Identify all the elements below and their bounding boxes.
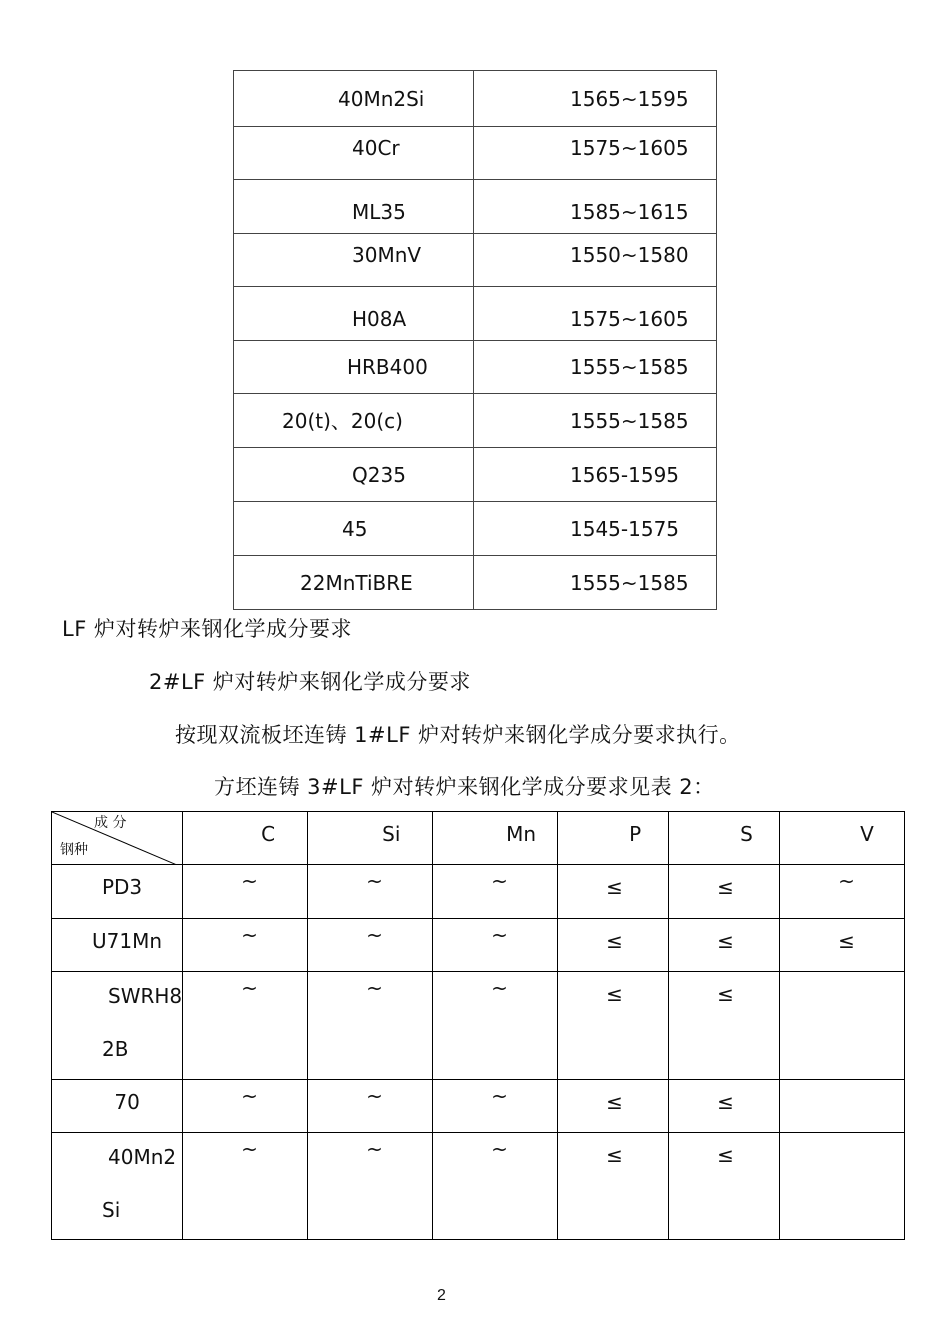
value-cell: ≤ [558, 972, 669, 1080]
header-p: P [558, 812, 669, 865]
value-cell: ~ [183, 1080, 308, 1133]
table-row [234, 341, 717, 394]
value-cell: ~ [308, 919, 433, 972]
value-cell: ~ [183, 1133, 308, 1240]
value-cell: ≤ [669, 865, 780, 919]
grade-label: PD3 [101, 875, 143, 899]
table-row [234, 71, 717, 127]
value-cell: ~ [183, 865, 308, 919]
grade-cell: H08A [234, 287, 474, 341]
value-cell: ≤ [780, 919, 905, 972]
temperature-table [233, 70, 717, 610]
value-cell [780, 1080, 905, 1133]
grade-cell [52, 1133, 183, 1240]
value-cell: ~ [308, 1133, 433, 1240]
corner-header-cell [52, 812, 183, 865]
value-cell: ~ [433, 865, 558, 919]
grade-cell [52, 1080, 183, 1133]
value-cell: ~ [433, 1133, 558, 1240]
value-cell: ≤ [669, 1133, 780, 1240]
value-cell: ~ [433, 919, 558, 972]
grade-cell: 45 [234, 502, 474, 556]
value-cell: ~ [308, 1080, 433, 1133]
value-cell: ~ [308, 972, 433, 1080]
temperature-cell: 1550~1580 [474, 234, 717, 287]
table-row [234, 287, 717, 341]
temperature-cell: 1555~1585 [474, 341, 717, 394]
temperature-cell: 1545-1575 [474, 502, 717, 556]
table-row [234, 180, 717, 234]
grade-label: SWRH8 [108, 984, 183, 1008]
page-number: 2 [437, 1287, 446, 1304]
table-row [52, 972, 905, 1080]
temperature-cell: 1575~1605 [474, 127, 717, 180]
value-cell: ~ [433, 1080, 558, 1133]
temperature-cell: 1565-1595 [474, 448, 717, 502]
section-heading: LF 炉对转炉来钢化学成分要求 [62, 617, 352, 641]
grade-label: 70 [114, 1090, 140, 1114]
grade-cell: 30MnV [234, 234, 474, 287]
table-row [234, 394, 717, 448]
value-cell [780, 972, 905, 1080]
value-cell: ≤ [669, 1080, 780, 1133]
grade-label: 40Mn2 [108, 1145, 177, 1169]
composition-table [51, 811, 905, 1240]
corner-grade-label: 钢种 [60, 842, 88, 858]
header-v: V [780, 812, 905, 865]
grade-cell: 22MnTiBRE [234, 556, 474, 610]
table-row [52, 1133, 905, 1240]
temperature-cell: 1575~1605 [474, 287, 717, 341]
grade-cell: ML35 [234, 180, 474, 234]
table-row [234, 556, 717, 610]
value-cell: ≤ [558, 919, 669, 972]
temperature-cell: 1565~1595 [474, 71, 717, 127]
grade-cell: 40Cr [234, 127, 474, 180]
value-cell: ~ [780, 865, 905, 919]
value-cell: ≤ [558, 1133, 669, 1240]
body-paragraph: 按现双流板坯连铸 1#LF 炉对转炉来钢化学成分要求执行。 [175, 723, 741, 747]
grade-cell: Q235 [234, 448, 474, 502]
value-cell: ~ [183, 919, 308, 972]
grade-label-continued: 2B [102, 1037, 129, 1061]
value-cell: ≤ [669, 972, 780, 1080]
table-header-row [52, 812, 905, 865]
table-row [234, 502, 717, 556]
value-cell: ~ [308, 865, 433, 919]
grade-label: U71Mn [92, 929, 163, 953]
value-cell: ~ [433, 972, 558, 1080]
corner-composition-label: 成 分 [94, 815, 127, 831]
grade-cell [52, 919, 183, 972]
table-row [234, 234, 717, 287]
value-cell: ~ [183, 972, 308, 1080]
table-row [234, 448, 717, 502]
header-mn: Mn [433, 812, 558, 865]
table-row [52, 1080, 905, 1133]
temperature-cell: 1585~1615 [474, 180, 717, 234]
grade-cell [52, 972, 183, 1080]
temperature-cell: 1555~1585 [474, 394, 717, 448]
table-row [52, 865, 905, 919]
value-cell: ≤ [669, 919, 780, 972]
grade-cell: 40Mn2Si [234, 71, 474, 127]
body-paragraph: 方坯连铸 3#LF 炉对转炉来钢化学成分要求见表 2： [214, 775, 715, 799]
value-cell [780, 1133, 905, 1240]
header-si: Si [308, 812, 433, 865]
table-row [234, 127, 717, 180]
header-c: C [183, 812, 308, 865]
temperature-cell: 1555~1585 [474, 556, 717, 610]
grade-label-continued: Si [102, 1198, 121, 1222]
grade-cell [52, 865, 183, 919]
subsection-heading: 2#LF 炉对转炉来钢化学成分要求 [149, 670, 471, 694]
header-s: S [669, 812, 780, 865]
grade-cell: 20(t)、20(c) [234, 394, 474, 448]
value-cell: ≤ [558, 1080, 669, 1133]
grade-cell: HRB400 [234, 341, 474, 394]
table-row [52, 919, 905, 972]
value-cell: ≤ [558, 865, 669, 919]
